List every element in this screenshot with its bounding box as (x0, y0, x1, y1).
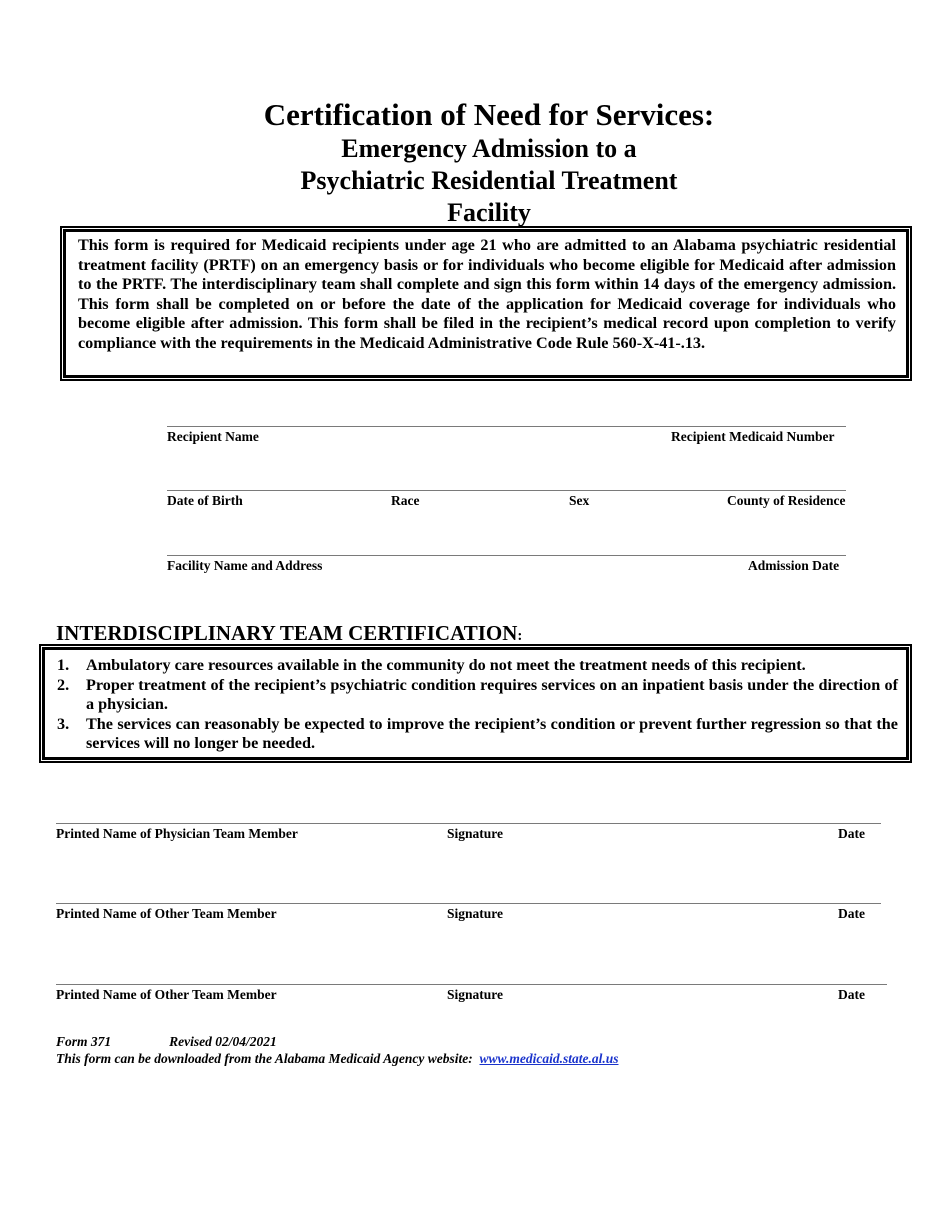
team-member-3-date-label: Date (838, 987, 865, 1002)
certification-item-number: 3. (57, 714, 70, 733)
certification-item-text: The services can reasonably be expected to improve the recipient’s condition or prevent further regression so that the services will no longer be needed. (86, 714, 898, 753)
race-label: Race (391, 493, 420, 508)
physician-date-label: Date (838, 826, 865, 841)
certification-item (57, 676, 898, 715)
sex-label: Sex (569, 493, 590, 508)
team-member-3-name-label: Printed Name of Other Team Member (56, 987, 277, 1002)
team-member-2-signature-line[interactable] (56, 903, 881, 904)
team-member-2-date-label: Date (838, 906, 865, 921)
team-member-3-signature-label: Signature (447, 987, 504, 1002)
download-note (56, 1051, 619, 1067)
admission-date-label: Admission Date (748, 558, 840, 573)
form-number: Form 371 (56, 1034, 112, 1049)
certification-list (57, 656, 898, 754)
certification-item-number: 2. (57, 675, 70, 694)
physician-signature-label: Signature (447, 826, 504, 841)
intro-text: This form is required for Medicaid recipients under age 21 who are admitted to an Alabama psychiatric residential treatment facility (PRTF) on an emergency basis or for individuals who become eligible for Medicaid after admission to the PRTF. The interdisciplinary team shall complete and sign this form within 14 days of the emergency admission. This form shall be completed on or before the date of the application for Medicaid coverage for individuals who become eligible after admission. This form shall be filed in the recipient’s medical record upon completion to verify compliance with the requirements in the Medicaid Administrative Code Rule 560-X-41-.13. (78, 236, 896, 352)
team-member-3-signature-line[interactable] (56, 984, 887, 985)
physician-signature-line[interactable] (56, 823, 881, 824)
county-of-residence-label: County of Residence (727, 493, 846, 508)
recipient-name-label: Recipient Name (167, 429, 259, 444)
certification-heading (56, 620, 522, 649)
form-subtitle-line1: Emergency Admission to a (341, 134, 637, 163)
website-link[interactable]: www.medicaid.state.al.us (479, 1051, 619, 1066)
form-title: Certification of Need for Services: (263, 97, 715, 132)
date-of-birth-label: Date of Birth (167, 493, 243, 508)
facility-admission-line[interactable] (167, 555, 846, 556)
certification-item (57, 715, 898, 754)
form-info (56, 1034, 277, 1050)
certification-item (57, 656, 898, 676)
form-subtitle-line3: Facility (447, 198, 531, 227)
form-subtitle-line2: Psychiatric Residential Treatment (300, 166, 678, 195)
certification-item-text: Ambulatory care resources available in the community do not meet the treatment needs of this recipient. (86, 656, 806, 674)
facility-name-address-label: Facility Name and Address (167, 558, 323, 573)
revised-date: Revised 02/04/2021 (169, 1034, 277, 1049)
certification-heading-colon: : (517, 628, 523, 644)
team-member-2-name-label: Printed Name of Other Team Member (56, 906, 277, 921)
certification-heading-text: INTERDISCIPLINARY TEAM CERTIFICATION (56, 621, 518, 645)
download-text: This form can be downloaded from the Alabama Medicaid Agency website: (56, 1051, 473, 1066)
team-member-2-signature-label: Signature (447, 906, 504, 921)
certification-item-text: Proper treatment of the recipient’s psychiatric condition requires services on an inpatient basis under the direction of a physician. (86, 675, 898, 714)
recipient-medicaid-number-label: Recipient Medicaid Number (671, 429, 835, 444)
certification-item-number: 1. (57, 656, 70, 674)
intro-box (63, 229, 909, 378)
recipient-name-line[interactable] (167, 426, 846, 427)
dob-race-sex-county-line[interactable] (167, 490, 846, 491)
physician-name-label: Printed Name of Physician Team Member (56, 826, 298, 841)
certification-box (42, 647, 909, 760)
